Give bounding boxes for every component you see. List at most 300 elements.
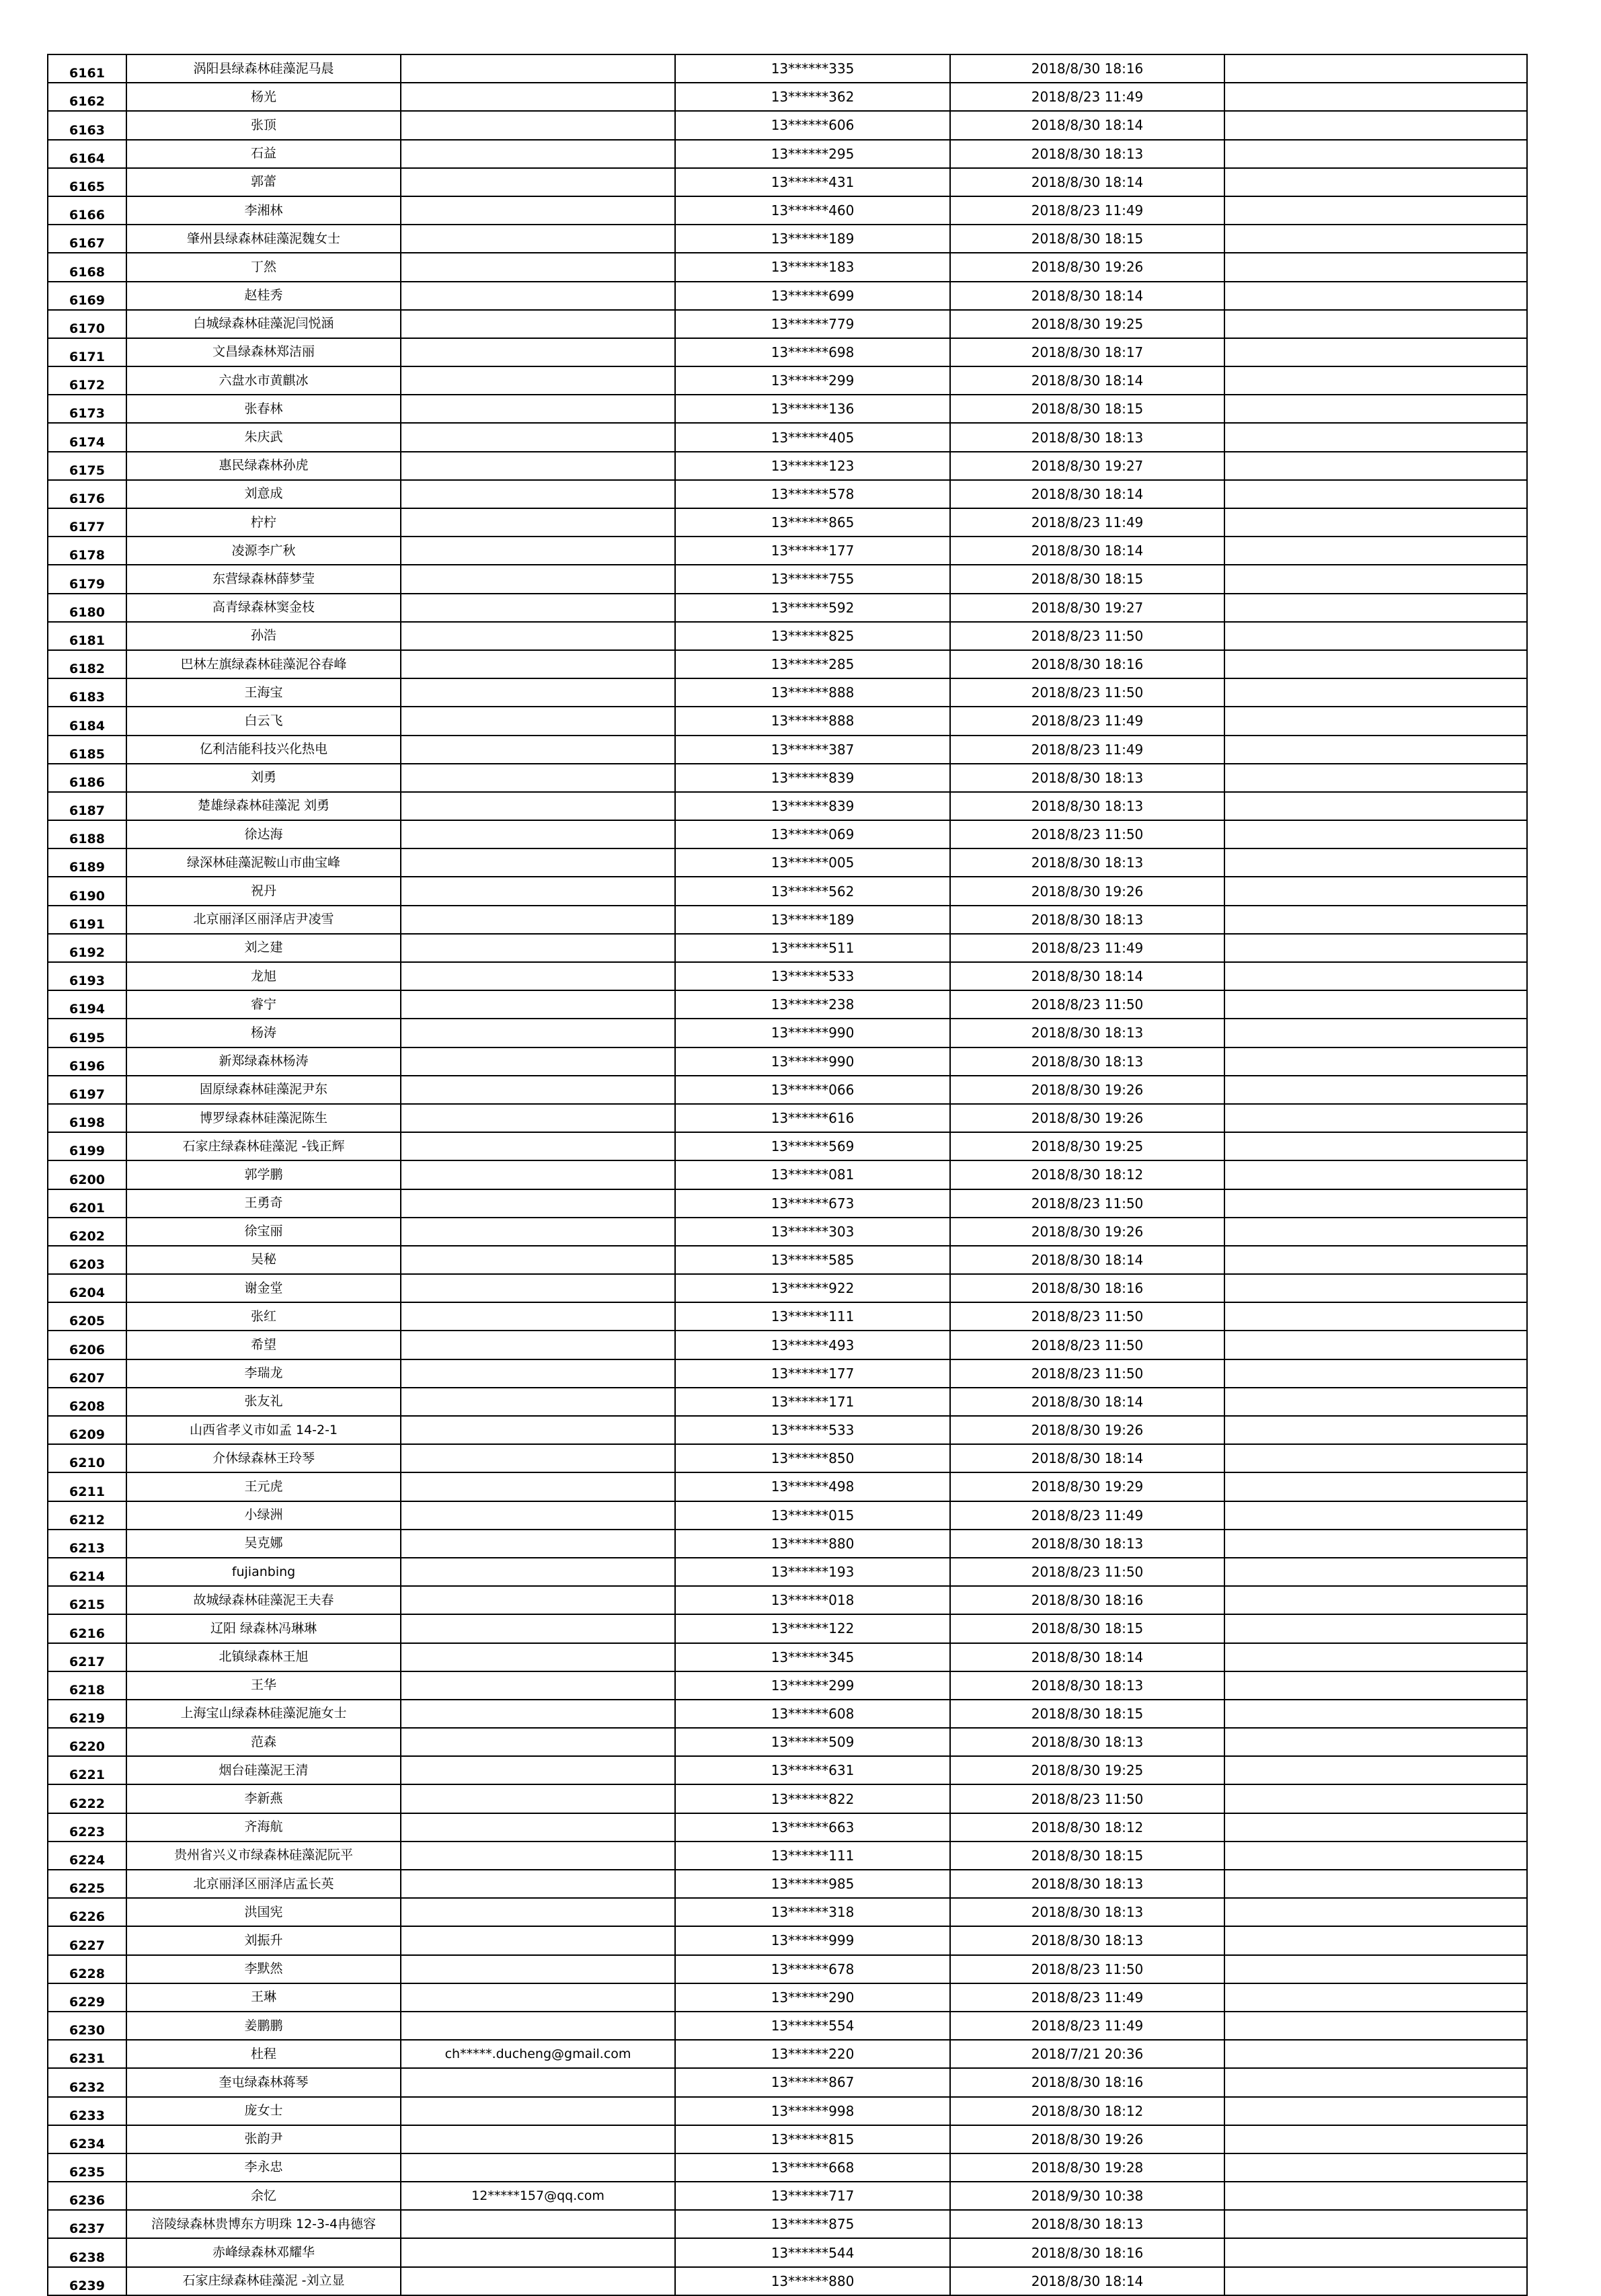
name-cell: 王元虎 <box>126 1472 401 1501</box>
table-row <box>48 1416 1527 1444</box>
empty-cell <box>1224 1416 1527 1444</box>
row-number: 6215 <box>48 1586 126 1614</box>
table-row <box>48 54 1527 83</box>
email-cell <box>401 2097 675 2125</box>
empty-cell <box>1224 1104 1527 1132</box>
name-cell: fujianbing <box>126 1558 401 1586</box>
timestamp-cell: 2018/8/30 19:25 <box>950 310 1224 338</box>
timestamp-cell: 2018/9/30 10:38 <box>950 2182 1224 2210</box>
phone-cell: 13******880 <box>675 1530 950 1558</box>
empty-cell <box>1224 2153 1527 2182</box>
table-row <box>48 1331 1527 1359</box>
empty-cell <box>1224 395 1527 423</box>
row-number: 6164 <box>48 140 126 168</box>
name-cell: 李默然 <box>126 1955 401 1983</box>
timestamp-cell: 2018/8/30 19:26 <box>950 1416 1224 1444</box>
table-row <box>48 622 1527 650</box>
email-cell <box>401 1784 675 1813</box>
email-cell <box>401 253 675 281</box>
row-number: 6231 <box>48 2040 126 2068</box>
timestamp-cell: 2018/8/30 18:13 <box>950 792 1224 820</box>
row-number: 6232 <box>48 2068 126 2096</box>
name-cell: 祝丹 <box>126 877 401 905</box>
name-cell: 辽阳 绿森林冯琳琳 <box>126 1614 401 1642</box>
email-cell <box>401 565 675 593</box>
table-row <box>48 1189 1527 1218</box>
timestamp-cell: 2018/8/30 18:12 <box>950 1813 1224 1842</box>
empty-cell <box>1224 2238 1527 2266</box>
empty-cell <box>1224 1700 1527 1728</box>
row-number: 6175 <box>48 452 126 480</box>
row-number: 6202 <box>48 1218 126 1246</box>
name-cell: 李瑞龙 <box>126 1359 401 1388</box>
email-cell <box>401 962 675 990</box>
row-number: 6176 <box>48 480 126 508</box>
timestamp-cell: 2018/8/23 11:50 <box>950 1359 1224 1388</box>
timestamp-cell: 2018/7/21 20:36 <box>950 2040 1224 2068</box>
row-number: 6195 <box>48 1019 126 1047</box>
timestamp-cell: 2018/8/30 18:13 <box>950 1898 1224 1926</box>
name-cell: 齐海航 <box>126 1813 401 1842</box>
email-cell: 12*****157@qq.com <box>401 2182 675 2210</box>
email-cell <box>401 1388 675 1416</box>
table-row <box>48 1019 1527 1047</box>
empty-cell <box>1224 1501 1527 1530</box>
timestamp-cell: 2018/8/30 18:16 <box>950 54 1224 83</box>
table-row <box>48 537 1527 565</box>
email-cell <box>401 83 675 111</box>
timestamp-cell: 2018/8/30 19:28 <box>950 2153 1224 2182</box>
row-number: 6169 <box>48 282 126 310</box>
empty-cell <box>1224 1614 1527 1642</box>
name-cell: 介休绿森林王玲琴 <box>126 1444 401 1472</box>
name-cell: 新郑绿森林杨涛 <box>126 1047 401 1076</box>
timestamp-cell: 2018/8/30 18:13 <box>950 1728 1224 1756</box>
empty-cell <box>1224 452 1527 480</box>
row-number: 6222 <box>48 1784 126 1813</box>
row-number: 6206 <box>48 1331 126 1359</box>
name-cell: 张韵尹 <box>126 2125 401 2153</box>
phone-cell: 13******511 <box>675 934 950 962</box>
name-cell: 高青绿森林窦金枝 <box>126 594 401 622</box>
name-cell: 涡阳县绿森林硅藻泥马晨 <box>126 54 401 83</box>
timestamp-cell: 2018/8/30 18:13 <box>950 423 1224 451</box>
name-cell: 孙浩 <box>126 622 401 650</box>
phone-cell: 13******177 <box>675 1359 950 1388</box>
empty-cell <box>1224 1472 1527 1501</box>
empty-cell <box>1224 140 1527 168</box>
email-cell <box>401 622 675 650</box>
email-cell <box>401 678 675 707</box>
name-cell: 固原绿森林硅藻泥尹东 <box>126 1076 401 1104</box>
phone-cell: 13******345 <box>675 1643 950 1671</box>
empty-cell <box>1224 1189 1527 1218</box>
phone-cell: 13******220 <box>675 2040 950 2068</box>
phone-cell: 13******990 <box>675 1047 950 1076</box>
email-cell <box>401 1813 675 1842</box>
name-cell: 绿深林硅藻泥鞍山市曲宝峰 <box>126 848 401 877</box>
email-cell <box>401 480 675 508</box>
empty-cell <box>1224 1076 1527 1104</box>
empty-cell <box>1224 650 1527 678</box>
empty-cell <box>1224 1132 1527 1160</box>
timestamp-cell: 2018/8/23 11:49 <box>950 707 1224 735</box>
table-row <box>48 1302 1527 1331</box>
email-cell <box>401 1302 675 1331</box>
phone-cell: 13******405 <box>675 423 950 451</box>
timestamp-cell: 2018/8/30 18:13 <box>950 1019 1224 1047</box>
email-cell <box>401 366 675 395</box>
empty-cell <box>1224 1671 1527 1700</box>
email-cell <box>401 848 675 877</box>
phone-cell: 13******606 <box>675 111 950 139</box>
table-row <box>48 83 1527 111</box>
email-cell <box>401 1983 675 2012</box>
name-cell: 王华 <box>126 1671 401 1700</box>
empty-cell <box>1224 111 1527 139</box>
row-number: 6210 <box>48 1444 126 1472</box>
name-cell: 余忆 <box>126 2182 401 2210</box>
table-row <box>48 395 1527 423</box>
phone-cell: 13******880 <box>675 2267 950 2295</box>
email-cell <box>401 452 675 480</box>
name-cell: 李新燕 <box>126 1784 401 1813</box>
row-number: 6203 <box>48 1246 126 1274</box>
timestamp-cell: 2018/8/30 18:16 <box>950 1586 1224 1614</box>
timestamp-cell: 2018/8/23 11:49 <box>950 934 1224 962</box>
phone-cell: 13******867 <box>675 2068 950 2096</box>
empty-cell <box>1224 423 1527 451</box>
timestamp-cell: 2018/8/30 19:25 <box>950 1756 1224 1784</box>
empty-cell <box>1224 1643 1527 1671</box>
table-row <box>48 1784 1527 1813</box>
row-number: 6216 <box>48 1614 126 1642</box>
empty-cell <box>1224 1302 1527 1331</box>
name-cell: 范森 <box>126 1728 401 1756</box>
table-row <box>48 594 1527 622</box>
email-cell <box>401 1842 675 1870</box>
phone-cell: 13******238 <box>675 990 950 1019</box>
table-row <box>48 820 1527 848</box>
name-cell: 东营绿森林薛梦莹 <box>126 565 401 593</box>
phone-cell: 13******533 <box>675 962 950 990</box>
name-cell: 北镇绿森林王旭 <box>126 1643 401 1671</box>
name-cell: 奎屯绿森林蒋琴 <box>126 2068 401 2096</box>
table-row <box>48 565 1527 593</box>
name-cell: 刘振升 <box>126 1926 401 1954</box>
email-cell <box>401 196 675 225</box>
email-cell <box>401 1671 675 1700</box>
empty-cell <box>1224 2210 1527 2238</box>
phone-cell: 13******193 <box>675 1558 950 1586</box>
phone-cell: 13******825 <box>675 622 950 650</box>
table-row <box>48 253 1527 281</box>
timestamp-cell: 2018/8/30 19:26 <box>950 877 1224 905</box>
row-number: 6221 <box>48 1756 126 1784</box>
name-cell: 涪陵绿森林贵博东方明珠 12-3-4冉德容 <box>126 2210 401 2238</box>
empty-cell <box>1224 1784 1527 1813</box>
email-cell <box>401 877 675 905</box>
table-row <box>48 2267 1527 2295</box>
timestamp-cell: 2018/8/30 19:26 <box>950 1076 1224 1104</box>
table-row <box>48 452 1527 480</box>
name-cell: 张红 <box>126 1302 401 1331</box>
table-row <box>48 2210 1527 2238</box>
empty-cell <box>1224 678 1527 707</box>
timestamp-cell: 2018/8/23 11:50 <box>950 1302 1224 1331</box>
name-cell: 杨光 <box>126 83 401 111</box>
phone-cell: 13******888 <box>675 678 950 707</box>
row-number: 6199 <box>48 1132 126 1160</box>
table-row <box>48 792 1527 820</box>
table-row <box>48 1671 1527 1700</box>
table-row <box>48 1643 1527 1671</box>
name-cell: 张顶 <box>126 111 401 139</box>
row-number: 6224 <box>48 1842 126 1870</box>
email-cell <box>401 1926 675 1954</box>
table-row <box>48 1218 1527 1246</box>
row-number: 6228 <box>48 1955 126 1983</box>
table-row <box>48 990 1527 1019</box>
table-row <box>48 764 1527 792</box>
phone-cell: 13******189 <box>675 225 950 253</box>
timestamp-cell: 2018/8/30 18:14 <box>950 480 1224 508</box>
row-number: 6193 <box>48 962 126 990</box>
row-number: 6194 <box>48 990 126 1019</box>
table-row <box>48 2153 1527 2182</box>
timestamp-cell: 2018/8/30 18:13 <box>950 2210 1224 2238</box>
email-cell <box>401 338 675 366</box>
empty-cell <box>1224 2097 1527 2125</box>
table-row <box>48 1842 1527 1870</box>
table-row <box>48 1614 1527 1642</box>
row-number: 6200 <box>48 1160 126 1189</box>
phone-cell: 13******717 <box>675 2182 950 2210</box>
email-cell <box>401 2153 675 2182</box>
timestamp-cell: 2018/8/30 18:14 <box>950 1246 1224 1274</box>
empty-cell <box>1224 1331 1527 1359</box>
timestamp-cell: 2018/8/23 11:50 <box>950 1331 1224 1359</box>
email-cell <box>401 2068 675 2096</box>
row-number: 6187 <box>48 792 126 820</box>
phone-cell: 13******608 <box>675 1700 950 1728</box>
empty-cell <box>1224 877 1527 905</box>
timestamp-cell: 2018/8/30 19:29 <box>950 1472 1224 1501</box>
table-row <box>48 2040 1527 2068</box>
email-cell <box>401 1728 675 1756</box>
email-cell <box>401 1359 675 1388</box>
phone-cell: 13******081 <box>675 1160 950 1189</box>
phone-cell: 13******698 <box>675 338 950 366</box>
name-cell: 刘之建 <box>126 934 401 962</box>
email-cell <box>401 1501 675 1530</box>
row-number: 6163 <box>48 111 126 139</box>
name-cell: 徐达海 <box>126 820 401 848</box>
row-number: 6178 <box>48 537 126 565</box>
table-row <box>48 1813 1527 1842</box>
empty-cell <box>1224 310 1527 338</box>
phone-cell: 13******562 <box>675 877 950 905</box>
row-number: 6174 <box>48 423 126 451</box>
phone-cell: 13******815 <box>675 2125 950 2153</box>
table-row <box>48 1955 1527 1983</box>
table-row <box>48 1388 1527 1416</box>
phone-cell: 13******111 <box>675 1302 950 1331</box>
email-cell <box>401 1700 675 1728</box>
name-cell: 巴林左旗绿森林硅藻泥谷春峰 <box>126 650 401 678</box>
phone-cell: 13******533 <box>675 1416 950 1444</box>
phone-cell: 13******005 <box>675 848 950 877</box>
empty-cell <box>1224 83 1527 111</box>
row-number: 6219 <box>48 1700 126 1728</box>
phone-cell: 13******822 <box>675 1784 950 1813</box>
table-row <box>48 1359 1527 1388</box>
data-sheet <box>47 54 1526 2296</box>
name-cell: 睿宁 <box>126 990 401 1019</box>
email-cell <box>401 111 675 139</box>
row-number: 6205 <box>48 1302 126 1331</box>
empty-cell <box>1224 820 1527 848</box>
timestamp-cell: 2018/8/23 11:49 <box>950 736 1224 764</box>
empty-cell <box>1224 1388 1527 1416</box>
table-row <box>48 508 1527 537</box>
table-row <box>48 877 1527 905</box>
phone-cell: 13******668 <box>675 2153 950 2182</box>
name-cell: 山西省孝义市如孟 14-2-1 <box>126 1416 401 1444</box>
timestamp-cell: 2018/8/23 11:49 <box>950 196 1224 225</box>
name-cell: 石家庄绿森林硅藻泥 -刘立显 <box>126 2267 401 2295</box>
table-row <box>48 1983 1527 2012</box>
email-cell <box>401 650 675 678</box>
email-cell <box>401 2238 675 2266</box>
email-cell <box>401 764 675 792</box>
name-cell: 郭学鹏 <box>126 1160 401 1189</box>
timestamp-cell: 2018/8/30 18:14 <box>950 366 1224 395</box>
timestamp-cell: 2018/8/30 18:16 <box>950 2068 1224 2096</box>
row-number: 6191 <box>48 906 126 934</box>
timestamp-cell: 2018/8/30 18:13 <box>950 140 1224 168</box>
phone-cell: 13******985 <box>675 1870 950 1898</box>
row-number: 6225 <box>48 1870 126 1898</box>
phone-cell: 13******592 <box>675 594 950 622</box>
row-number: 6198 <box>48 1104 126 1132</box>
empty-cell <box>1224 1047 1527 1076</box>
empty-cell <box>1224 338 1527 366</box>
name-cell: 凌源李广秋 <box>126 537 401 565</box>
phone-cell: 13******699 <box>675 282 950 310</box>
timestamp-cell: 2018/8/30 18:15 <box>950 225 1224 253</box>
empty-cell <box>1224 1359 1527 1388</box>
table-row <box>48 225 1527 253</box>
timestamp-cell: 2018/8/30 18:14 <box>950 2267 1224 2295</box>
email-cell <box>401 820 675 848</box>
empty-cell <box>1224 1813 1527 1842</box>
phone-cell: 13******123 <box>675 452 950 480</box>
timestamp-cell: 2018/8/30 19:27 <box>950 594 1224 622</box>
name-cell: 王勇奇 <box>126 1189 401 1218</box>
email-cell <box>401 140 675 168</box>
name-cell: 惠民绿森林孙虎 <box>126 452 401 480</box>
empty-cell <box>1224 54 1527 83</box>
table-row <box>48 2238 1527 2266</box>
empty-cell <box>1224 2182 1527 2210</box>
name-cell: 白城绿森林硅藻泥闫悦涵 <box>126 310 401 338</box>
phone-cell: 13******362 <box>675 83 950 111</box>
email-cell <box>401 1331 675 1359</box>
table-row <box>48 1246 1527 1274</box>
timestamp-cell: 2018/8/23 11:49 <box>950 83 1224 111</box>
timestamp-cell: 2018/8/30 18:12 <box>950 1160 1224 1189</box>
timestamp-cell: 2018/8/30 18:13 <box>950 764 1224 792</box>
phone-cell: 13******999 <box>675 1926 950 1954</box>
name-cell: 姜鹏鹏 <box>126 2012 401 2040</box>
email-cell <box>401 1444 675 1472</box>
email-cell <box>401 736 675 764</box>
row-number: 6180 <box>48 594 126 622</box>
timestamp-cell: 2018/8/30 19:25 <box>950 1132 1224 1160</box>
name-cell: 博罗绿森林硅藻泥陈生 <box>126 1104 401 1132</box>
row-number: 6204 <box>48 1274 126 1302</box>
row-number: 6211 <box>48 1472 126 1501</box>
phone-cell: 13******460 <box>675 196 950 225</box>
timestamp-cell: 2018/8/23 11:49 <box>950 2012 1224 2040</box>
phone-cell: 13******839 <box>675 764 950 792</box>
phone-cell: 13******990 <box>675 1019 950 1047</box>
records-table-body <box>48 54 1527 2295</box>
name-cell: 吴克娜 <box>126 1530 401 1558</box>
row-number: 6186 <box>48 764 126 792</box>
row-number: 6165 <box>48 168 126 196</box>
name-cell: 吴秘 <box>126 1246 401 1274</box>
email-cell <box>401 395 675 423</box>
empty-cell <box>1224 2040 1527 2068</box>
timestamp-cell: 2018/8/30 18:13 <box>950 1870 1224 1898</box>
phone-cell: 13******888 <box>675 707 950 735</box>
timestamp-cell: 2018/8/30 18:15 <box>950 1700 1224 1728</box>
row-number: 6166 <box>48 196 126 225</box>
email-cell <box>401 54 675 83</box>
empty-cell <box>1224 764 1527 792</box>
name-cell: 张春林 <box>126 395 401 423</box>
email-cell: ch*****.ducheng@gmail.com <box>401 2040 675 2068</box>
email-cell <box>401 310 675 338</box>
empty-cell <box>1224 480 1527 508</box>
empty-cell <box>1224 253 1527 281</box>
phone-cell: 13******922 <box>675 1274 950 1302</box>
empty-cell <box>1224 282 1527 310</box>
timestamp-cell: 2018/8/30 19:26 <box>950 2125 1224 2153</box>
timestamp-cell: 2018/8/23 11:50 <box>950 1189 1224 1218</box>
table-row <box>48 1700 1527 1728</box>
email-cell <box>401 1076 675 1104</box>
row-number: 6230 <box>48 2012 126 2040</box>
email-cell <box>401 1104 675 1132</box>
empty-cell <box>1224 1218 1527 1246</box>
name-cell: 杜程 <box>126 2040 401 2068</box>
row-number: 6236 <box>48 2182 126 2210</box>
phone-cell: 13******066 <box>675 1076 950 1104</box>
email-cell <box>401 707 675 735</box>
table-row <box>48 423 1527 451</box>
empty-cell <box>1224 1444 1527 1472</box>
empty-cell <box>1224 196 1527 225</box>
phone-cell: 13******183 <box>675 253 950 281</box>
empty-cell <box>1224 622 1527 650</box>
table-row <box>48 196 1527 225</box>
name-cell: 楚雄绿森林硅藻泥 刘勇 <box>126 792 401 820</box>
name-cell: 赤峰绿森林邓耀华 <box>126 2238 401 2266</box>
email-cell <box>401 537 675 565</box>
